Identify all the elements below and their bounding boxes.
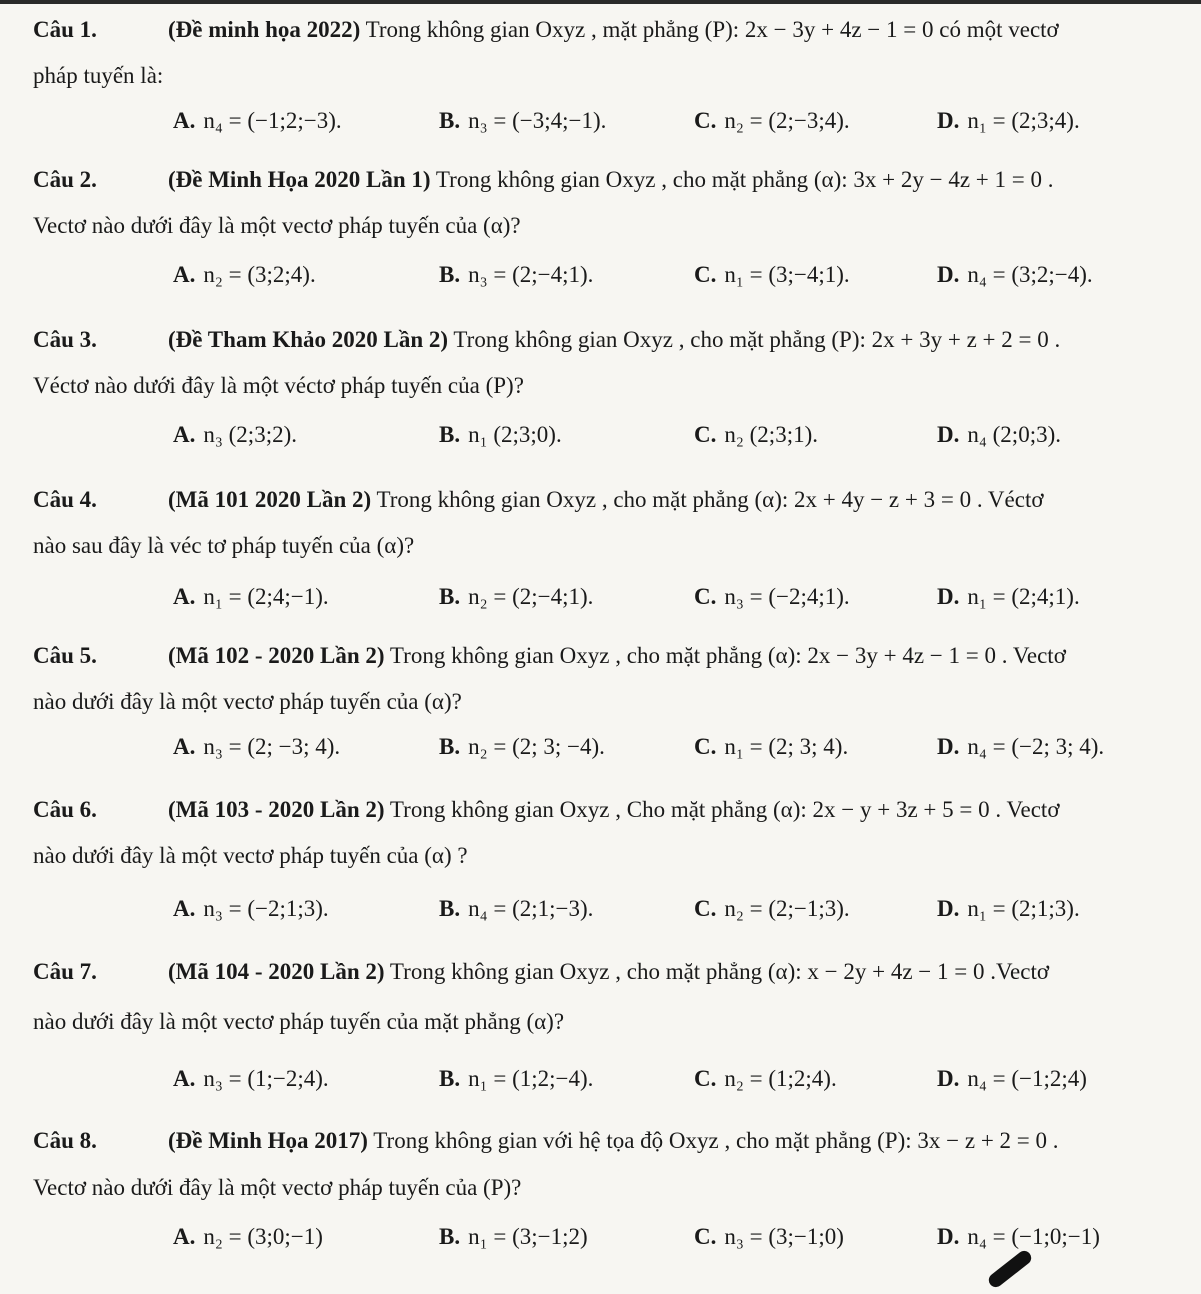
question-2-continuation: Vectơ nào dưới đây là một vectơ pháp tuyến của (α)?	[33, 213, 521, 238]
option-d[interactable]: D. n₄ = (−1;2;4)	[937, 1066, 1087, 1091]
option-d[interactable]: D. n₄ = (−1;0;−1)	[937, 1224, 1100, 1249]
question-8-options	[0, 1220, 1201, 1254]
option-d[interactable]: D. n₄ = (3;2;−4).	[937, 262, 1093, 287]
question-number: Câu 1.	[33, 17, 97, 42]
question-text: Trong không gian Oxyz , cho mặt phẳng (P): 2x + 3y + z + 2 = 0 .	[448, 327, 1061, 352]
question-source: (Mã 101 2020 Lần 2)	[168, 487, 372, 512]
question-8-stem	[33, 1127, 1195, 1155]
option-b[interactable]: B. n₂ = (2; 3; −4).	[439, 734, 605, 759]
question-3-options	[0, 418, 1201, 452]
option-d[interactable]: D. n₁ = (2;4;1).	[937, 584, 1080, 609]
question-source: (Đề Minh Họa 2017)	[168, 1128, 368, 1153]
question-number: Câu 6.	[33, 797, 97, 822]
question-text: Trong không gian Oxyz , cho mặt phẳng (α): 3x + 2y − 4z + 1 = 0 .	[430, 167, 1054, 192]
option-b[interactable]: B. n₂ = (2;−4;1).	[439, 584, 594, 609]
question-source: (Đề Minh Họa 2020 Lần 1)	[168, 167, 431, 192]
question-number: Câu 4.	[33, 487, 97, 512]
option-c[interactable]: C. n₁ = (3;−4;1).	[694, 262, 850, 287]
question-text: Trong không gian với hệ tọa độ Oxyz , cho mặt phẳng (P): 3x − z + 2 = 0 .	[367, 1128, 1059, 1153]
option-a[interactable]: A. n₁ = (2;4;−1).	[173, 584, 329, 609]
question-6-stem	[33, 796, 1195, 824]
question-text: Trong không gian Oxyz , cho mặt phẳng (α): 2x + 4y − z + 3 = 0 . Véctơ	[371, 487, 1044, 512]
question-7-options	[0, 1062, 1201, 1096]
question-text: Trong không gian Oxyz , mặt phẳng (P): 2x − 3y + 4z − 1 = 0 có một vectơ	[360, 17, 1059, 42]
question-2-stem	[33, 166, 1195, 194]
question-number: Câu 5.	[33, 643, 97, 668]
question-5-options	[0, 730, 1201, 764]
question-1-stem	[33, 16, 1195, 44]
question-3-continuation: Véctơ nào dưới đây là một véctơ pháp tuyến của (P)?	[33, 373, 524, 398]
option-c[interactable]: C. n₂ = (2;−1;3).	[694, 896, 850, 921]
option-c[interactable]: C. n₁ = (2; 3; 4).	[694, 734, 849, 759]
option-a[interactable]: A. n₂ = (3;2;4).	[173, 262, 316, 287]
question-8-continuation: Vectơ nào dưới đây là một vectơ pháp tuyến của (P)?	[33, 1175, 522, 1200]
option-a[interactable]: A. n₃ = (1;−2;4).	[173, 1066, 329, 1091]
question-7-continuation: nào dưới đây là một vectơ pháp tuyến của mặt phẳng (α)?	[33, 1009, 565, 1034]
option-a[interactable]: A. n₃ = (2; −3; 4).	[173, 734, 341, 759]
top-border	[0, 0, 1201, 4]
question-4-continuation: nào sau đây là véc tơ pháp tuyến của (α)?	[33, 533, 415, 558]
question-source: (Mã 103 - 2020 Lần 2)	[168, 797, 385, 822]
question-6-continuation: nào dưới đây là một vectơ pháp tuyến của (α) ?	[33, 843, 468, 868]
question-number: Câu 8.	[33, 1128, 97, 1153]
option-c[interactable]: C. n₂ = (2;−3;4).	[694, 108, 850, 133]
option-d[interactable]: D. n₄ = (−2; 3; 4).	[937, 734, 1105, 759]
option-b[interactable]: B. n₁ = (1;2;−4).	[439, 1066, 594, 1091]
option-b[interactable]: B. n₁ (2;3;0).	[439, 422, 562, 447]
question-1-options	[0, 104, 1201, 138]
question-source: (Đề Tham Khảo 2020 Lần 2)	[168, 327, 449, 352]
question-7-stem	[33, 958, 1195, 986]
option-b[interactable]: B. n₄ = (2;1;−3).	[439, 896, 594, 921]
option-a[interactable]: A. n₃ (2;3;2).	[173, 422, 297, 447]
question-text: Trong không gian Oxyz , cho mặt phẳng (α): 2x − 3y + 4z − 1 = 0 . Vectơ	[384, 643, 1066, 668]
question-source: (Đề minh họa 2022)	[168, 17, 361, 42]
question-5-continuation: nào dưới đây là một vectơ pháp tuyến của (α)?	[33, 689, 462, 714]
option-c[interactable]: C. n₂ (2;3;1).	[694, 422, 818, 447]
question-3-stem	[33, 326, 1195, 354]
option-b[interactable]: B. n₃ = (−3;4;−1).	[439, 108, 607, 133]
option-c[interactable]: C. n₂ = (1;2;4).	[694, 1066, 837, 1091]
question-number: Câu 3.	[33, 327, 97, 352]
option-d[interactable]: D. n₁ = (2;1;3).	[937, 896, 1080, 921]
option-a[interactable]: A. n₂ = (3;0;−1)	[173, 1224, 323, 1249]
question-1-continuation: pháp tuyến là:	[33, 63, 164, 88]
question-source: (Mã 104 - 2020 Lần 2)	[168, 959, 385, 984]
question-4-stem	[33, 486, 1195, 514]
option-c[interactable]: C. n₃ = (3;−1;0)	[694, 1224, 844, 1249]
question-4-options	[0, 580, 1201, 614]
option-d[interactable]: D. n₁ = (2;3;4).	[937, 108, 1080, 133]
question-2-options	[0, 258, 1201, 292]
question-5-stem	[33, 642, 1195, 670]
question-text: Trong không gian Oxyz , Cho mặt phẳng (α): 2x − y + 3z + 5 = 0 . Vectơ	[384, 797, 1060, 822]
option-a[interactable]: A. n₃ = (−2;1;3).	[173, 896, 329, 921]
question-number: Câu 7.	[33, 959, 97, 984]
option-b[interactable]: B. n₃ = (2;−4;1).	[439, 262, 594, 287]
option-c[interactable]: C. n₃ = (−2;4;1).	[694, 584, 850, 609]
option-d[interactable]: D. n₄ (2;0;3).	[937, 422, 1061, 447]
option-b[interactable]: B. n₁ = (3;−1;2)	[439, 1224, 588, 1249]
question-text: Trong không gian Oxyz , cho mặt phẳng (α): x − 2y + 4z − 1 = 0 .Vectơ	[384, 959, 1050, 984]
question-source: (Mã 102 - 2020 Lần 2)	[168, 643, 385, 668]
question-6-options	[0, 892, 1201, 926]
option-a[interactable]: A. n₄ = (−1;2;−3).	[173, 108, 342, 133]
question-number: Câu 2.	[33, 167, 97, 192]
pen-mark	[986, 1248, 1034, 1290]
